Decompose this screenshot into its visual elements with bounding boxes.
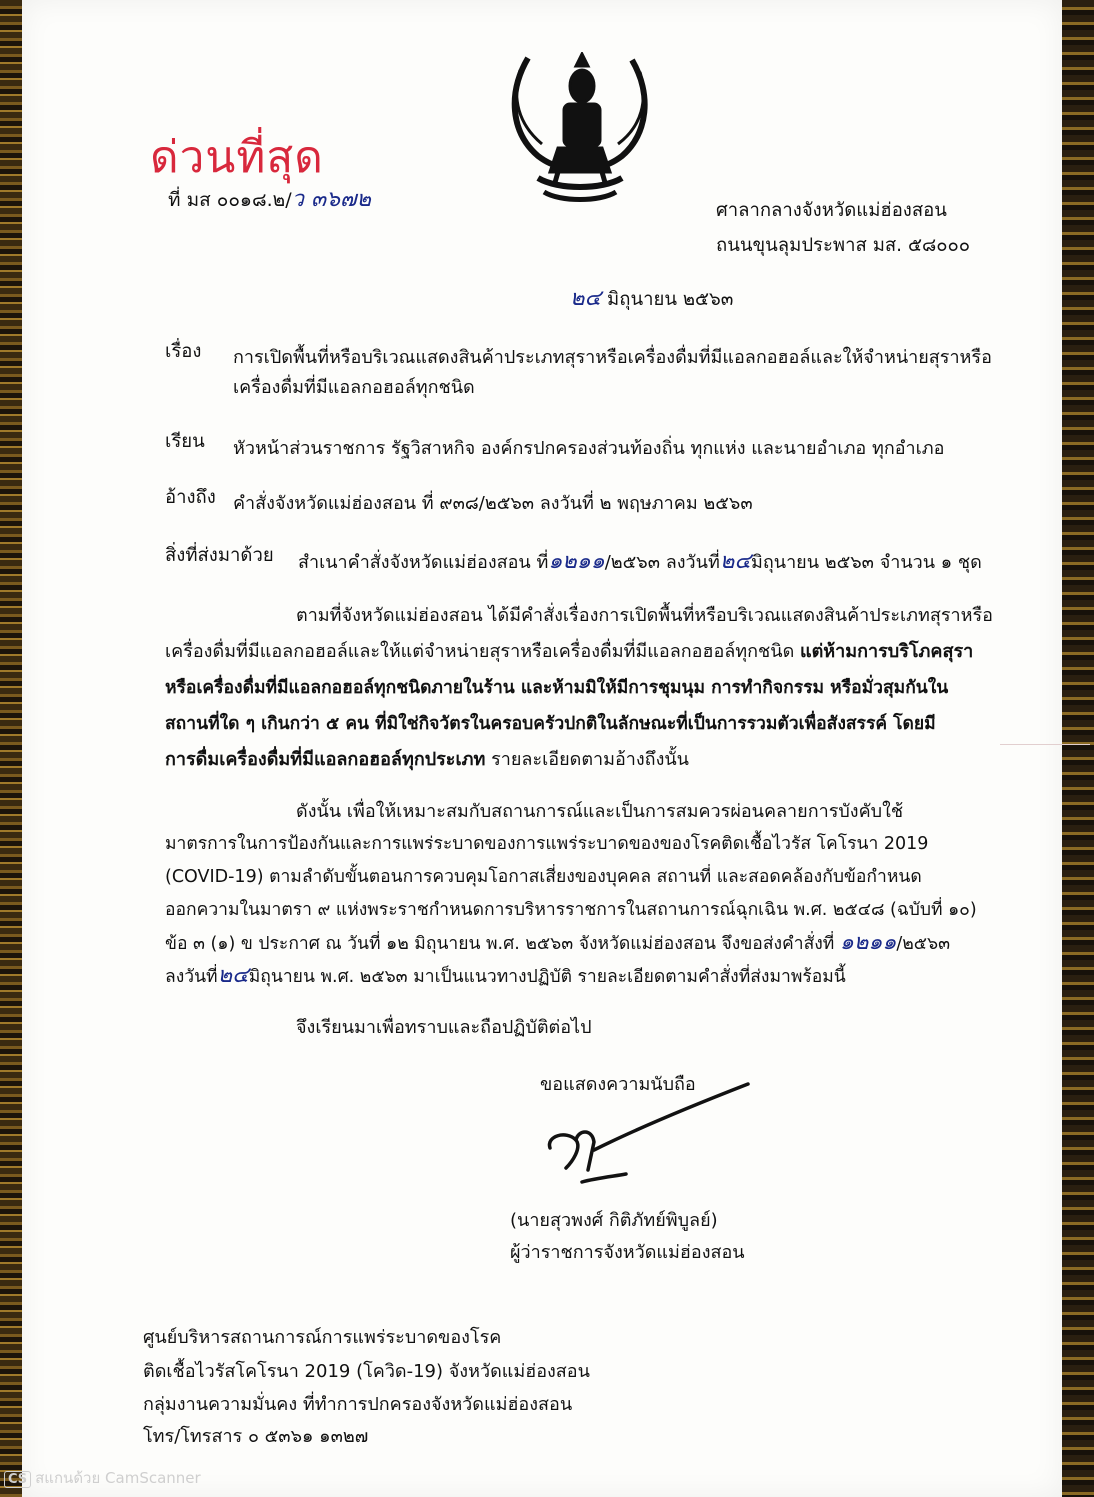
document-number (168, 187, 371, 213)
subject-line-2: เครื่องดื่มที่มีแอลกอฮอล์ทุกชนิด (233, 377, 475, 398)
regards-text: ขอแสดงความนับถือ (540, 1074, 696, 1095)
para2-line-1: ดังนั้น เพื่อให้เหมาะสมกับสถานการณ์และเป็นการสมควรผ่อนคลายการบังคับใช้ (296, 801, 904, 822)
enclosure-part-2: /๒๕๖๓ ลงวันที่ (604, 552, 720, 573)
camscanner-text: สแกนด้วย CamScanner (35, 1469, 201, 1487)
date-day-handwritten: ๒๔ (570, 286, 602, 311)
camscanner-watermark (4, 1466, 201, 1490)
to-text: หัวหน้าส่วนราชการ รัฐวิสาหกิจ องค์กรปกครองส่วนท้องถิ่น ทุกแห่ง และนายอำเภอ ทุกอำเภอ (233, 438, 945, 459)
footer-line-1: ศูนย์บริหารสถานการณ์การแพร่ระบาดของโรค (143, 1327, 502, 1348)
signature-mark (536, 1078, 756, 1188)
para2-line-5b: /๒๕๖๓ (896, 934, 951, 954)
signer-name: (นายสุวพงศ์ กิติภัทย์พิบูลย์) (510, 1210, 718, 1231)
sender-address-line-2: ถนนขุนลุมประพาส มส. ๕๘๐๐๐ (716, 235, 971, 256)
para1-line-2b: แต่ห้ามการบริโภคสุรา (799, 641, 974, 662)
para1-line-1: ตามที่จังหวัดแม่ฮ่องสอน ได้มีคำสั่งเรื่องการเปิดพื้นที่หรือบริเวณแสดงสินค้าประเภทสุราหรือ (296, 605, 993, 626)
urgency-stamp: ด่วนที่สุด (150, 132, 324, 183)
enclosure-hand-day: ๒๔ (719, 549, 751, 574)
reference-label: อ้างถึง (165, 487, 216, 508)
enclosure-part-3: มิถุนายน ๒๕๖๓ จำนวน ๑ ชุด (751, 552, 982, 573)
para1-line-5 (165, 747, 689, 773)
para1-line-2 (165, 639, 973, 665)
enclosure-hand-number: ๑๒๑๑ (548, 549, 605, 574)
subject-line-1: การเปิดพื้นที่หรือบริเวณแสดงสินค้าประเภทสุราหรือเครื่องดื่มที่มีแอลกอฮอล์และให้จำหน่ายสุราหรือ (233, 347, 992, 368)
para1-line-5b: รายละเอียดตามอ้างถึงนั้น (485, 749, 689, 770)
para2-line-2: มาตรการในการป้องกันและการแพร่ระบาดของการแพร่ระบาดของของโรคติดเชื้อไวรัส โคโรนา 2019 (165, 834, 929, 854)
to-label: เรียน (165, 431, 205, 452)
signer-title: ผู้ว่าราชการจังหวัดแม่ฮ่องสอน (510, 1242, 745, 1263)
para2-line-5a: ข้อ ๓ (๑) ข ประกาศ ณ วันที่ ๑๒ มิถุนายน พ.ศ. ๒๕๖๓ จังหวัดแม่ฮ่องสอน จึงขอส่งคำสั่งที่ (165, 934, 840, 954)
document-number-label: ที่ มส ๐๐๑๘.๒/ (168, 189, 292, 211)
para2-line-4: ออกความในมาตรา ๙ แห่งพระราชกำหนดการบริหารราชการในสถานการณ์ฉุกเฉิน พ.ศ. ๒๕๔๘ (ฉบับที่ ๑๐) (165, 900, 977, 920)
enclosure-label: สิ่งที่ส่งมาด้วย (165, 545, 274, 566)
scan-mark-line (1000, 744, 1090, 745)
enclosure-text (298, 549, 982, 576)
para2-line-6a: ลงวันที่ (165, 967, 218, 987)
para1-line-2a: เครื่องดื่มที่มีแอลกอฮอล์และให้แต่จำหน่ายสุราหรือเครื่องดื่มที่มีแอลกอฮอล์ทุกชนิด (165, 641, 800, 662)
enclosure-part-1: สำเนาคำสั่งจังหวัดแม่ฮ่องสอน ที่ (298, 552, 549, 573)
para2-line-3: (COVID-19) ตามลำดับขั้นตอนการควบคุมโอกาสเสี่ยงของบุคคล สถานที่ และสอดคล้องกับข้อกำหนด (165, 867, 922, 887)
para2-line-6b: มิถุนายน พ.ศ. ๒๕๖๓ มาเป็นแนวทางปฏิบัติ รายละเอียดตามคำสั่งที่ส่งมาพร้อมนี้ (248, 967, 846, 987)
para2-line-5-hand: ๑๒๑๑ (839, 930, 897, 955)
para2-line-6 (165, 963, 846, 990)
para1-line-3: หรือเครื่องดื่มที่มีแอลกอฮอล์ทุกชนิดภายในร้าน และห้ามมิให้มีการชุมนุม การทำกิจกรรม หรือมั่วสุมกันใน (165, 678, 949, 698)
footer-line-3: กลุ่มงานความมั่นคง ที่ทำการปกครองจังหวัดแม่ฮ่องสอน (143, 1394, 573, 1415)
garuda-emblem-icon (498, 52, 658, 210)
footer-line-2: ติดเชื้อไวรัสโคโรนา 2019 (โควิด-19) จังหวัดแม่ฮ่องสอน (143, 1361, 590, 1382)
reference-text: คำสั่งจังหวัดแม่ฮ่องสอน ที่ ๙๓๘/๒๕๖๓ ลงวันที่ ๒ พฤษภาคม ๒๕๖๓ (233, 493, 753, 514)
date-month-year: มิถุนายน ๒๕๖๓ (607, 289, 734, 310)
para2-line-6-hand: ๒๔ (217, 963, 249, 988)
document-date (570, 286, 733, 313)
camscanner-badge-icon: CS (4, 1471, 31, 1488)
para1-line-4: สถานที่ใด ๆ เกินกว่า ๕ คน ที่มิใช่กิจวัตรในครอบครัวปกติในลักษณะที่เป็นการรวมตัวเพื่อสังสรรค์ โดยมี (165, 714, 936, 734)
subject-label: เรื่อง (165, 341, 202, 362)
document-number-handwritten: ว ๓๖๗๒ (291, 187, 372, 212)
para1-line-5a: การดื่มเครื่องดื่มที่มีแอลกอฮอล์ทุกประเภท (165, 749, 486, 770)
closing-text: จึงเรียนมาเพื่อทราบและถือปฏิบัติต่อไป (296, 1017, 592, 1038)
para2-line-5 (165, 930, 950, 957)
footer-line-4: โทร/โทรสาร ๐ ๕๓๖๑ ๑๓๒๗ (143, 1426, 369, 1447)
sender-address-line-1: ศาลากลางจังหวัดแม่ฮ่องสอน (716, 200, 947, 221)
